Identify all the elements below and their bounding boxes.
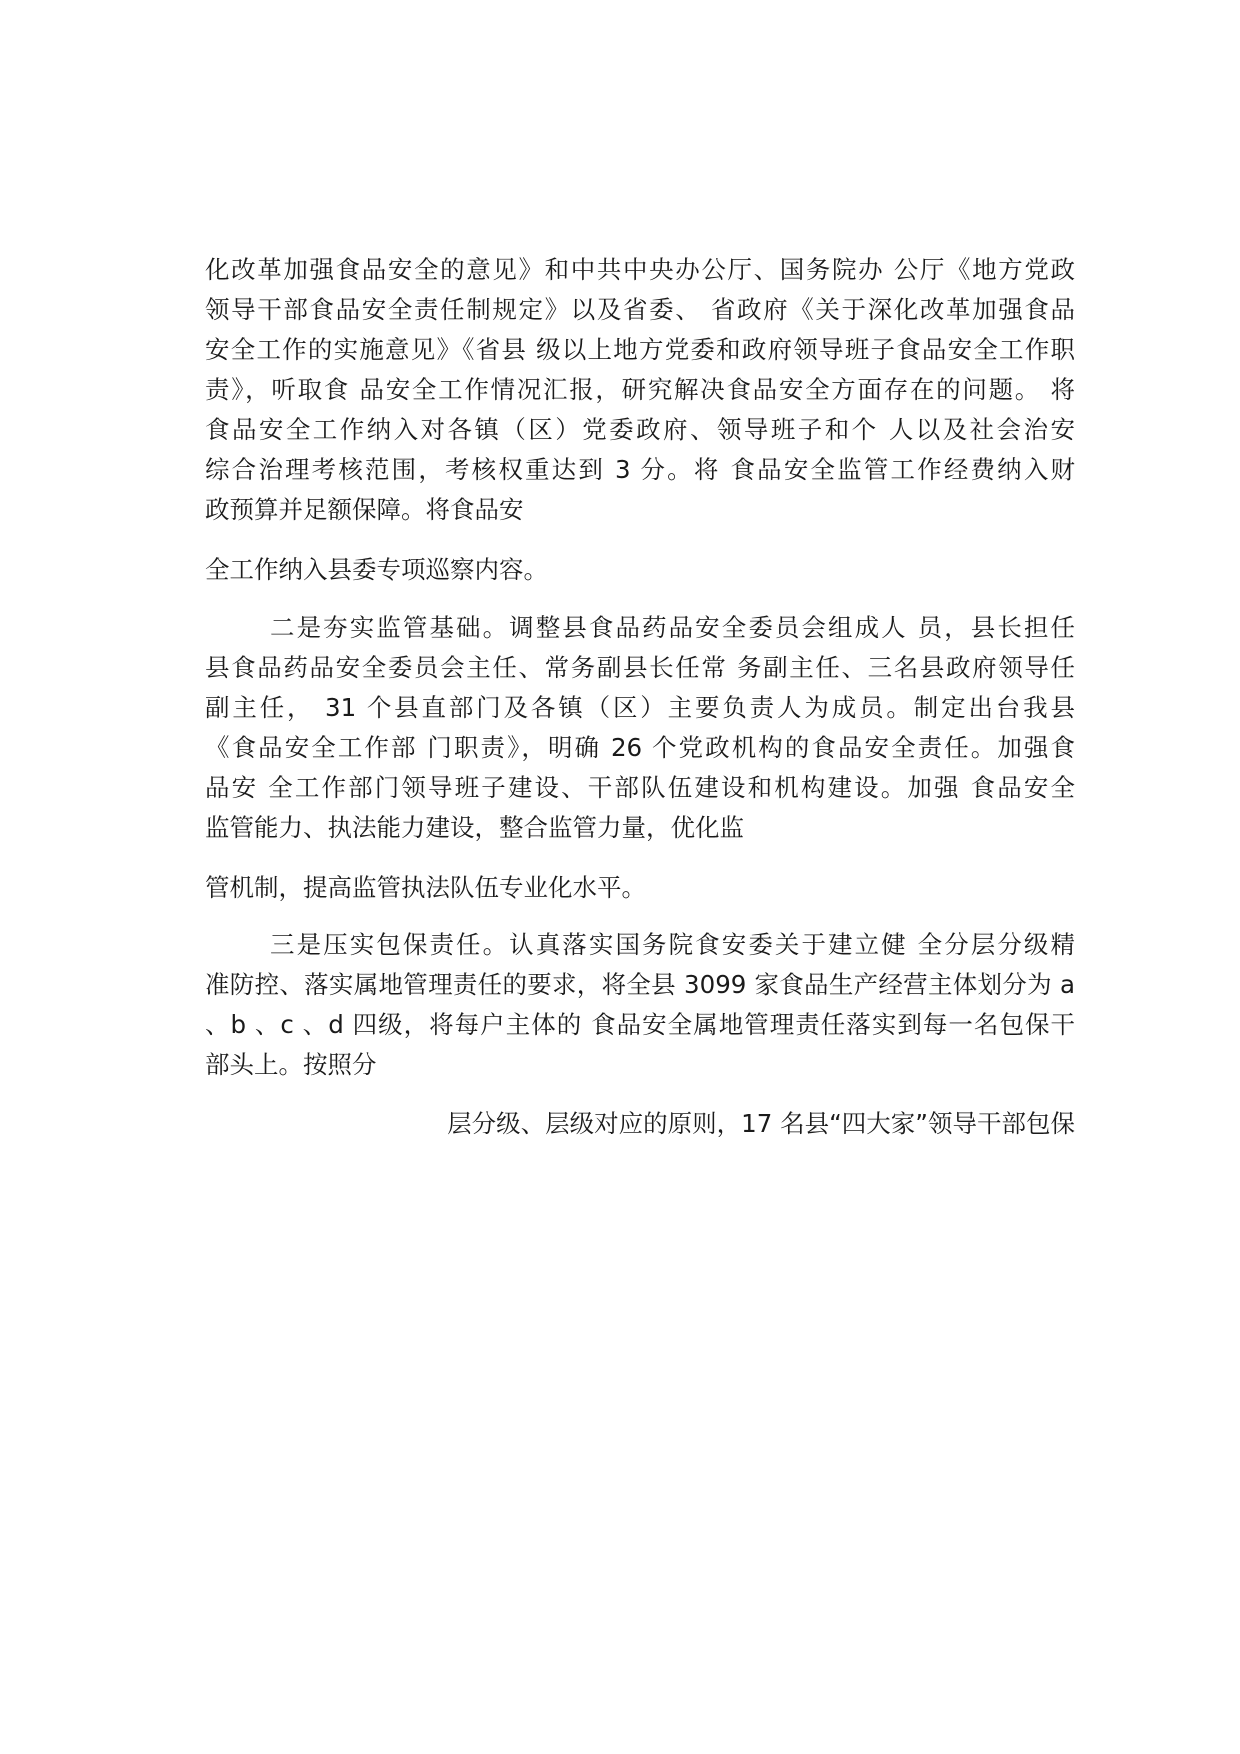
paragraph-first-line: 三是压实包保责任。认真落实国务院食安委关于建立健 全分层分级精 [270,930,1075,959]
body-text-line: 政预算并足额保障。将食品安 [205,495,524,524]
body-text-line: 副主任， 31 个县直部门及各镇（区）主要负责人为成员。制定出台我县 [205,693,1075,722]
body-text-line: 综合治理考核范围，考核权重达到 3 分。将 食品安全监管工作经费纳入财 [205,455,1075,484]
paragraph-first-line: 二是夯实监管基础。调整县食品药品安全委员会组成人 员，县长担任 [270,613,1075,642]
body-text-line: 领导干部食品安全责任制规定》以及省委、 省政府《关于深化改革加强食品 [205,295,1075,324]
body-text-line: 部头上。按照分 [205,1050,377,1079]
body-text-line: 准防控、落实属地管理责任的要求，将全县 3099 家食品生产经营主体划分为 a [205,970,1075,999]
body-text-line: 食品安全工作纳入对各镇（区）党委政府、领导班子和个 人以及社会治安 [205,415,1075,444]
body-text-line: 责》，听取食 品安全工作情况汇报，研究解决食品安全方面存在的问题。 将 [205,375,1075,404]
body-text-line: 安全工作的实施意见》《省县 级以上地方党委和政府领导班子食品安全工作职 [205,335,1075,364]
body-text-line: 县食品药品安全委员会主任、常务副县长任常 务副主任、三名县政府领导任 [205,653,1075,682]
body-text-line: 层分级、层级对应的原则，17 名县“四大家”领导干部包保 [447,1109,1075,1138]
body-text-line: 品安 全工作部门领导班子建设、干部队伍建设和机构建设。加强 食品安全 [205,773,1075,802]
body-text-line: 化改革加强食品安全的意见》和中共中央办公厅、国务院办 公厅《地方党政 [205,255,1075,284]
body-text-line: 管机制，提高监管执法队伍专业化水平。 [205,873,646,902]
body-text-line: 全工作纳入县委专项巡察内容。 [205,555,548,584]
body-text-line: 《食品安全工作部 门职责》，明确 26 个党政机构的食品安全责任。加强食 [205,733,1075,762]
body-text-line: 、b 、c 、d 四级，将每户主体的 食品安全属地管理责任落实到每一名包保干 [205,1010,1075,1039]
body-text-line: 监管能力、执法能力建设，整合监管力量，优化监 [205,813,744,842]
